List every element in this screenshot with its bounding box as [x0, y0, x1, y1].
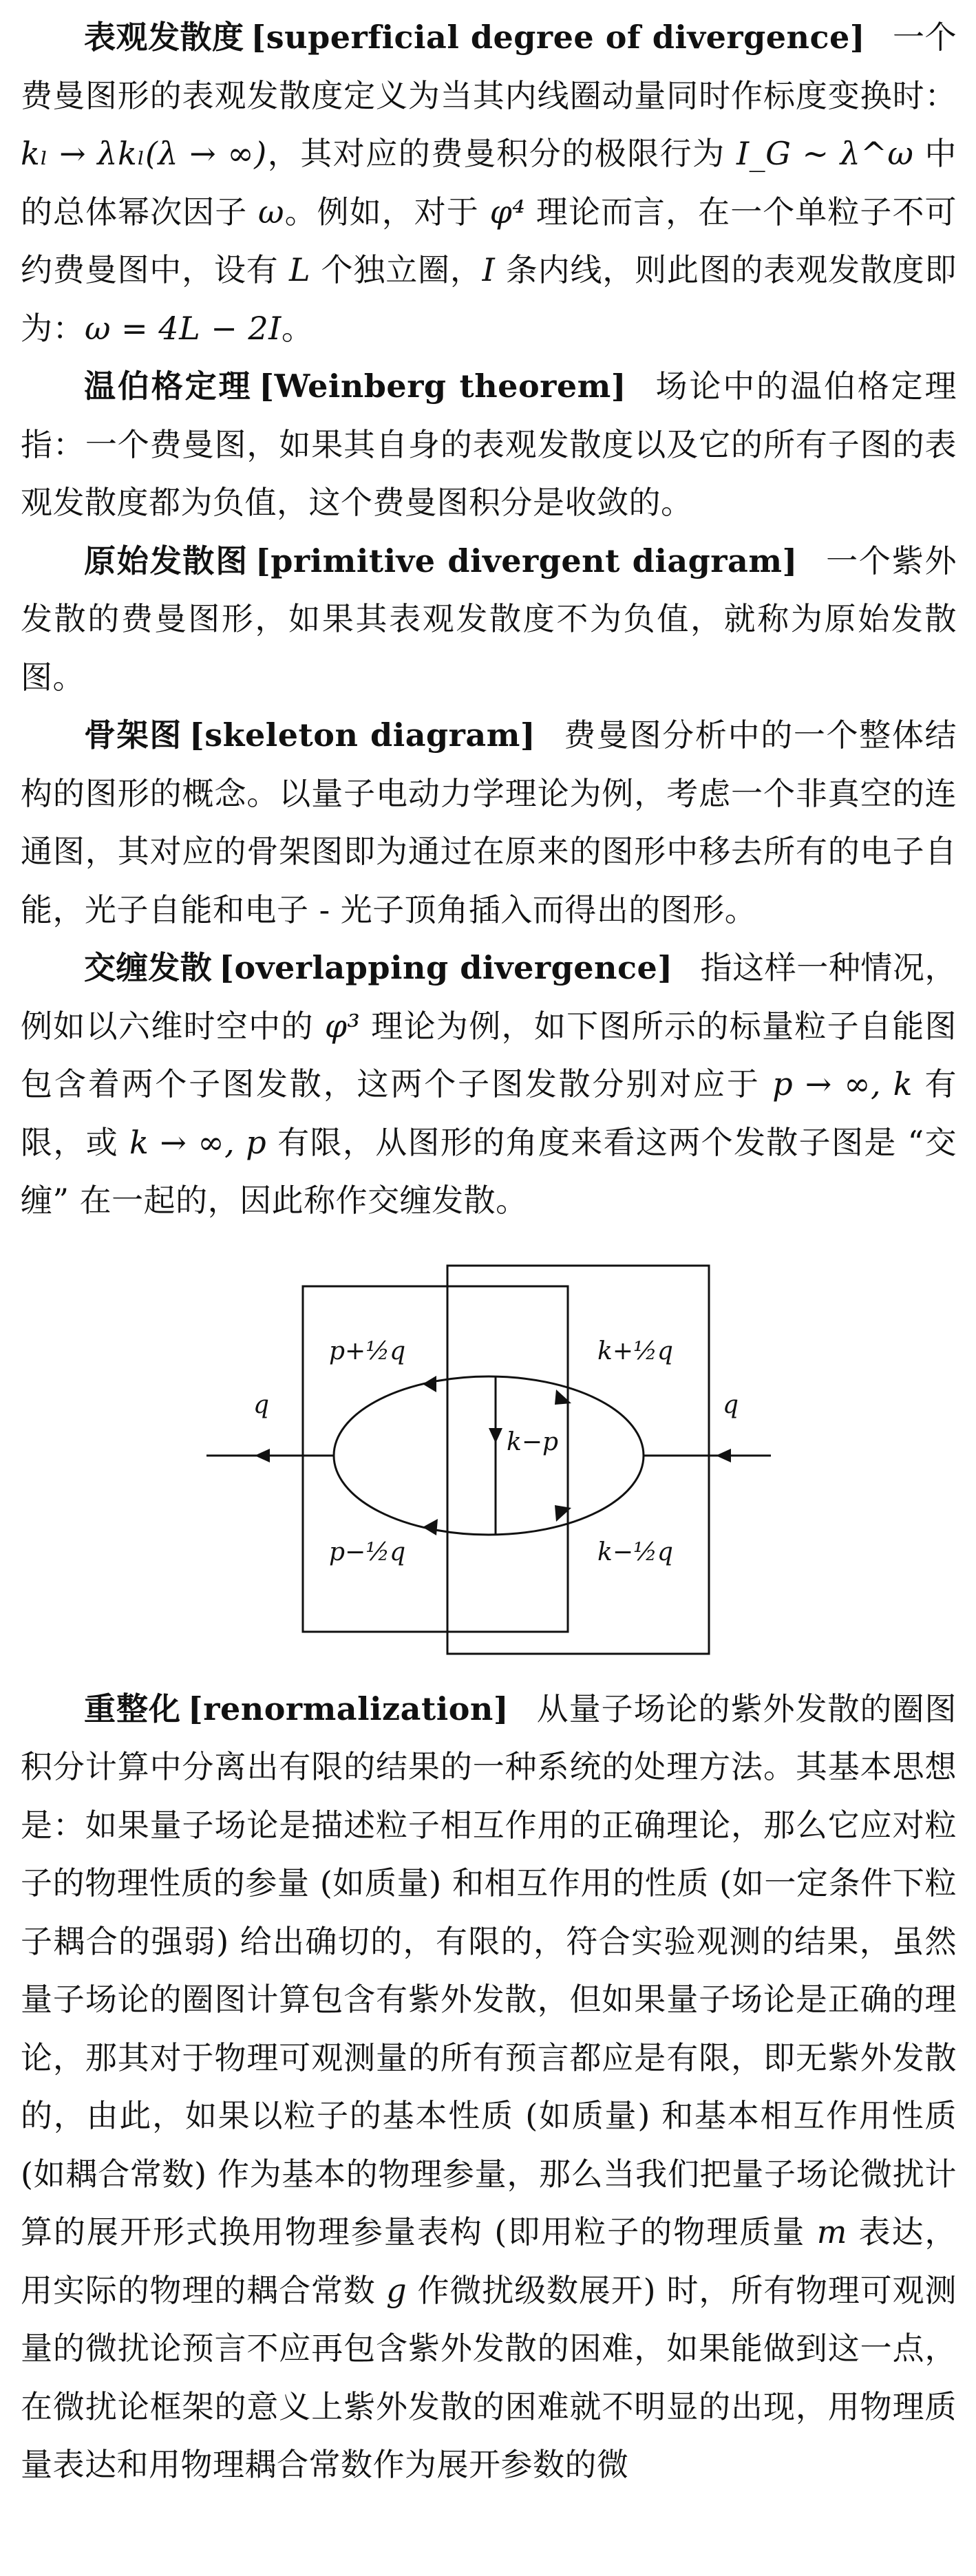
entry-renormalization [21, 1680, 957, 2494]
entry-term: 骨架图 [84, 716, 182, 754]
entry-english: [skeleton diagram] [189, 716, 536, 754]
entry-english: [renormalization] [187, 1690, 509, 1727]
math-expression: p → ∞, k [772, 1065, 913, 1103]
math-expression: m [816, 2213, 847, 2250]
math-expression: φ³ [324, 1007, 361, 1045]
entry-skeleton-diagram [21, 706, 957, 939]
entry-text: 有限，或 [21, 1065, 957, 1161]
entry-term: 表观发散度 [84, 19, 244, 56]
entry-superficial-divergence [21, 8, 957, 357]
entry-term: 原始发散图 [84, 542, 249, 579]
subgraph-box-k [447, 1266, 709, 1654]
math-expression: L [289, 251, 311, 288]
entry-text: 。 [281, 309, 314, 347]
entry-term: 交缠发散 [84, 949, 213, 986]
arrow-left-icon [255, 1449, 270, 1462]
math-expression: g [386, 2271, 407, 2309]
entry-text: 一个费曼图形的表观发散度定义为当其内线圈动量同时作标度变换时： [21, 19, 957, 114]
entry-text: 个独立圈， [310, 251, 482, 288]
entry-term: 重整化 [84, 1690, 181, 1727]
entry-text: 理论而言，在一个单粒子不可约费曼图中，设有 [21, 193, 957, 288]
entry-term: 温伯格定理 [84, 368, 253, 405]
label-top-right: k+½q [597, 1337, 673, 1365]
entry-text: 指这样一种情况，例如以六维时空中的 [21, 949, 957, 1045]
entry-primitive-divergent-diagram [21, 532, 957, 707]
entry-weinberg-theorem [21, 357, 957, 532]
math-expression: ω = 4L − 2I [85, 309, 282, 347]
feynman-diagram-svg [21, 1244, 957, 1663]
label-external-right: q [723, 1390, 739, 1419]
entry-text: 场论中的温伯格定理指：一个费曼图，如果其自身的表观发散度以及它的所有子图的表观发散度都为负值，这个费曼图积分是收敛的。 [21, 368, 957, 521]
math-expression: I [482, 251, 496, 288]
propagator-loop [334, 1376, 644, 1535]
label-bottom-right: k−½q [597, 1537, 673, 1566]
entry-text: 费曼图分析中的一个整体结构的图形的概念。以量子电动力学理论为例，考虑一个非真空的连通图，其对应的骨架图即为通过在原来的图形中移去所有的电子自能，光子自能和电子 - 光子顶角插入而得出的图形。 [21, 716, 957, 928]
entry-text: 中的总体幂次因子 [21, 135, 957, 231]
label-center: k−p [507, 1427, 559, 1456]
entry-text: 有限，从图形的角度来看这两个发散子图是 “交缠” 在一起的，因此称作交缠发散。 [21, 1123, 957, 1219]
math-expression: I_G ∼ λ^ω [736, 135, 914, 172]
math-expression: φ⁴ [489, 193, 526, 231]
math-expression: ω [258, 193, 285, 231]
arrow-down-icon [489, 1428, 502, 1443]
entry-english: [overlapping divergence] [219, 949, 673, 986]
entry-english: [primitive divergent diagram] [255, 542, 798, 579]
self-energy-diagram [21, 1244, 957, 1663]
arrow-top-left-icon [423, 1376, 436, 1392]
entry-overlapping-divergence [21, 939, 957, 1230]
entry-text: 条内线，则此图的表观发散度即为： [21, 251, 957, 347]
entry-text: 从量子场论的紫外发散的圈图积分计算中分离出有限的结果的一种系统的处理方法。其基本思想是：如果量子场论是描述粒子相互作用的正确理论，那么它应对粒子的物理性质的参量 (如质量) 和相互作用的性质 (如一定条件下粒子耦合的强弱) 给出确切的，有限的，符合实验观测的结果，虽然量子场论的圈图计算包含有紫外发散，但如果量子场论是正确的理论，那其对于物理可观测量的所有预言都应是有限，即无紫外发散的，由此，如果以粒子的基本性质 (如质量) 和基本相互作用性质 (如耦合常数) 作为基本的物理参量，那么当我们把量子场论微扰计算的展开形式换用物理参量表构 (即用粒子的物理质量 [21, 1690, 957, 2250]
arrow-right-icon [716, 1449, 731, 1462]
dictionary-page [21, 8, 957, 2494]
arrow-bottom-left-icon [423, 1519, 438, 1535]
entry-text: ，其对应的费曼积分的极限行为 [266, 135, 736, 172]
label-top-left: p+½q [329, 1337, 406, 1365]
entry-text: 表达，用实际的物理的耦合常数 [21, 2213, 957, 2309]
math-expression: k → ∞, p [129, 1123, 267, 1161]
math-expression: kₗ → λkₗ(λ → ∞) [21, 135, 267, 172]
entry-text: 理论为例，如下图所示的标量粒子自能图包含着两个子图发散，这两个子图发散分别对应于 [21, 1007, 957, 1103]
entry-english: [Weinberg theorem] [259, 368, 627, 405]
entry-text: 作微扰级数展开) 时，所有物理可观测量的微扰论预言不应再包含紫外发散的困难，如果能做到这一点，在微扰论框架的意义上紫外发散的困难就不明显的出现，用物理质量表达和用物理耦合常数作为展开参数的微 [21, 2271, 957, 2483]
entry-text: 一个紫外发散的费曼图形，如果其表观发散度不为负值，就称为原始发散图。 [21, 542, 957, 696]
label-external-left: q [253, 1390, 270, 1419]
entry-english: [superficial degree of divergence] [251, 19, 865, 56]
label-bottom-left: p−½q [329, 1537, 406, 1566]
entry-text: 。例如，对于 [284, 193, 490, 231]
